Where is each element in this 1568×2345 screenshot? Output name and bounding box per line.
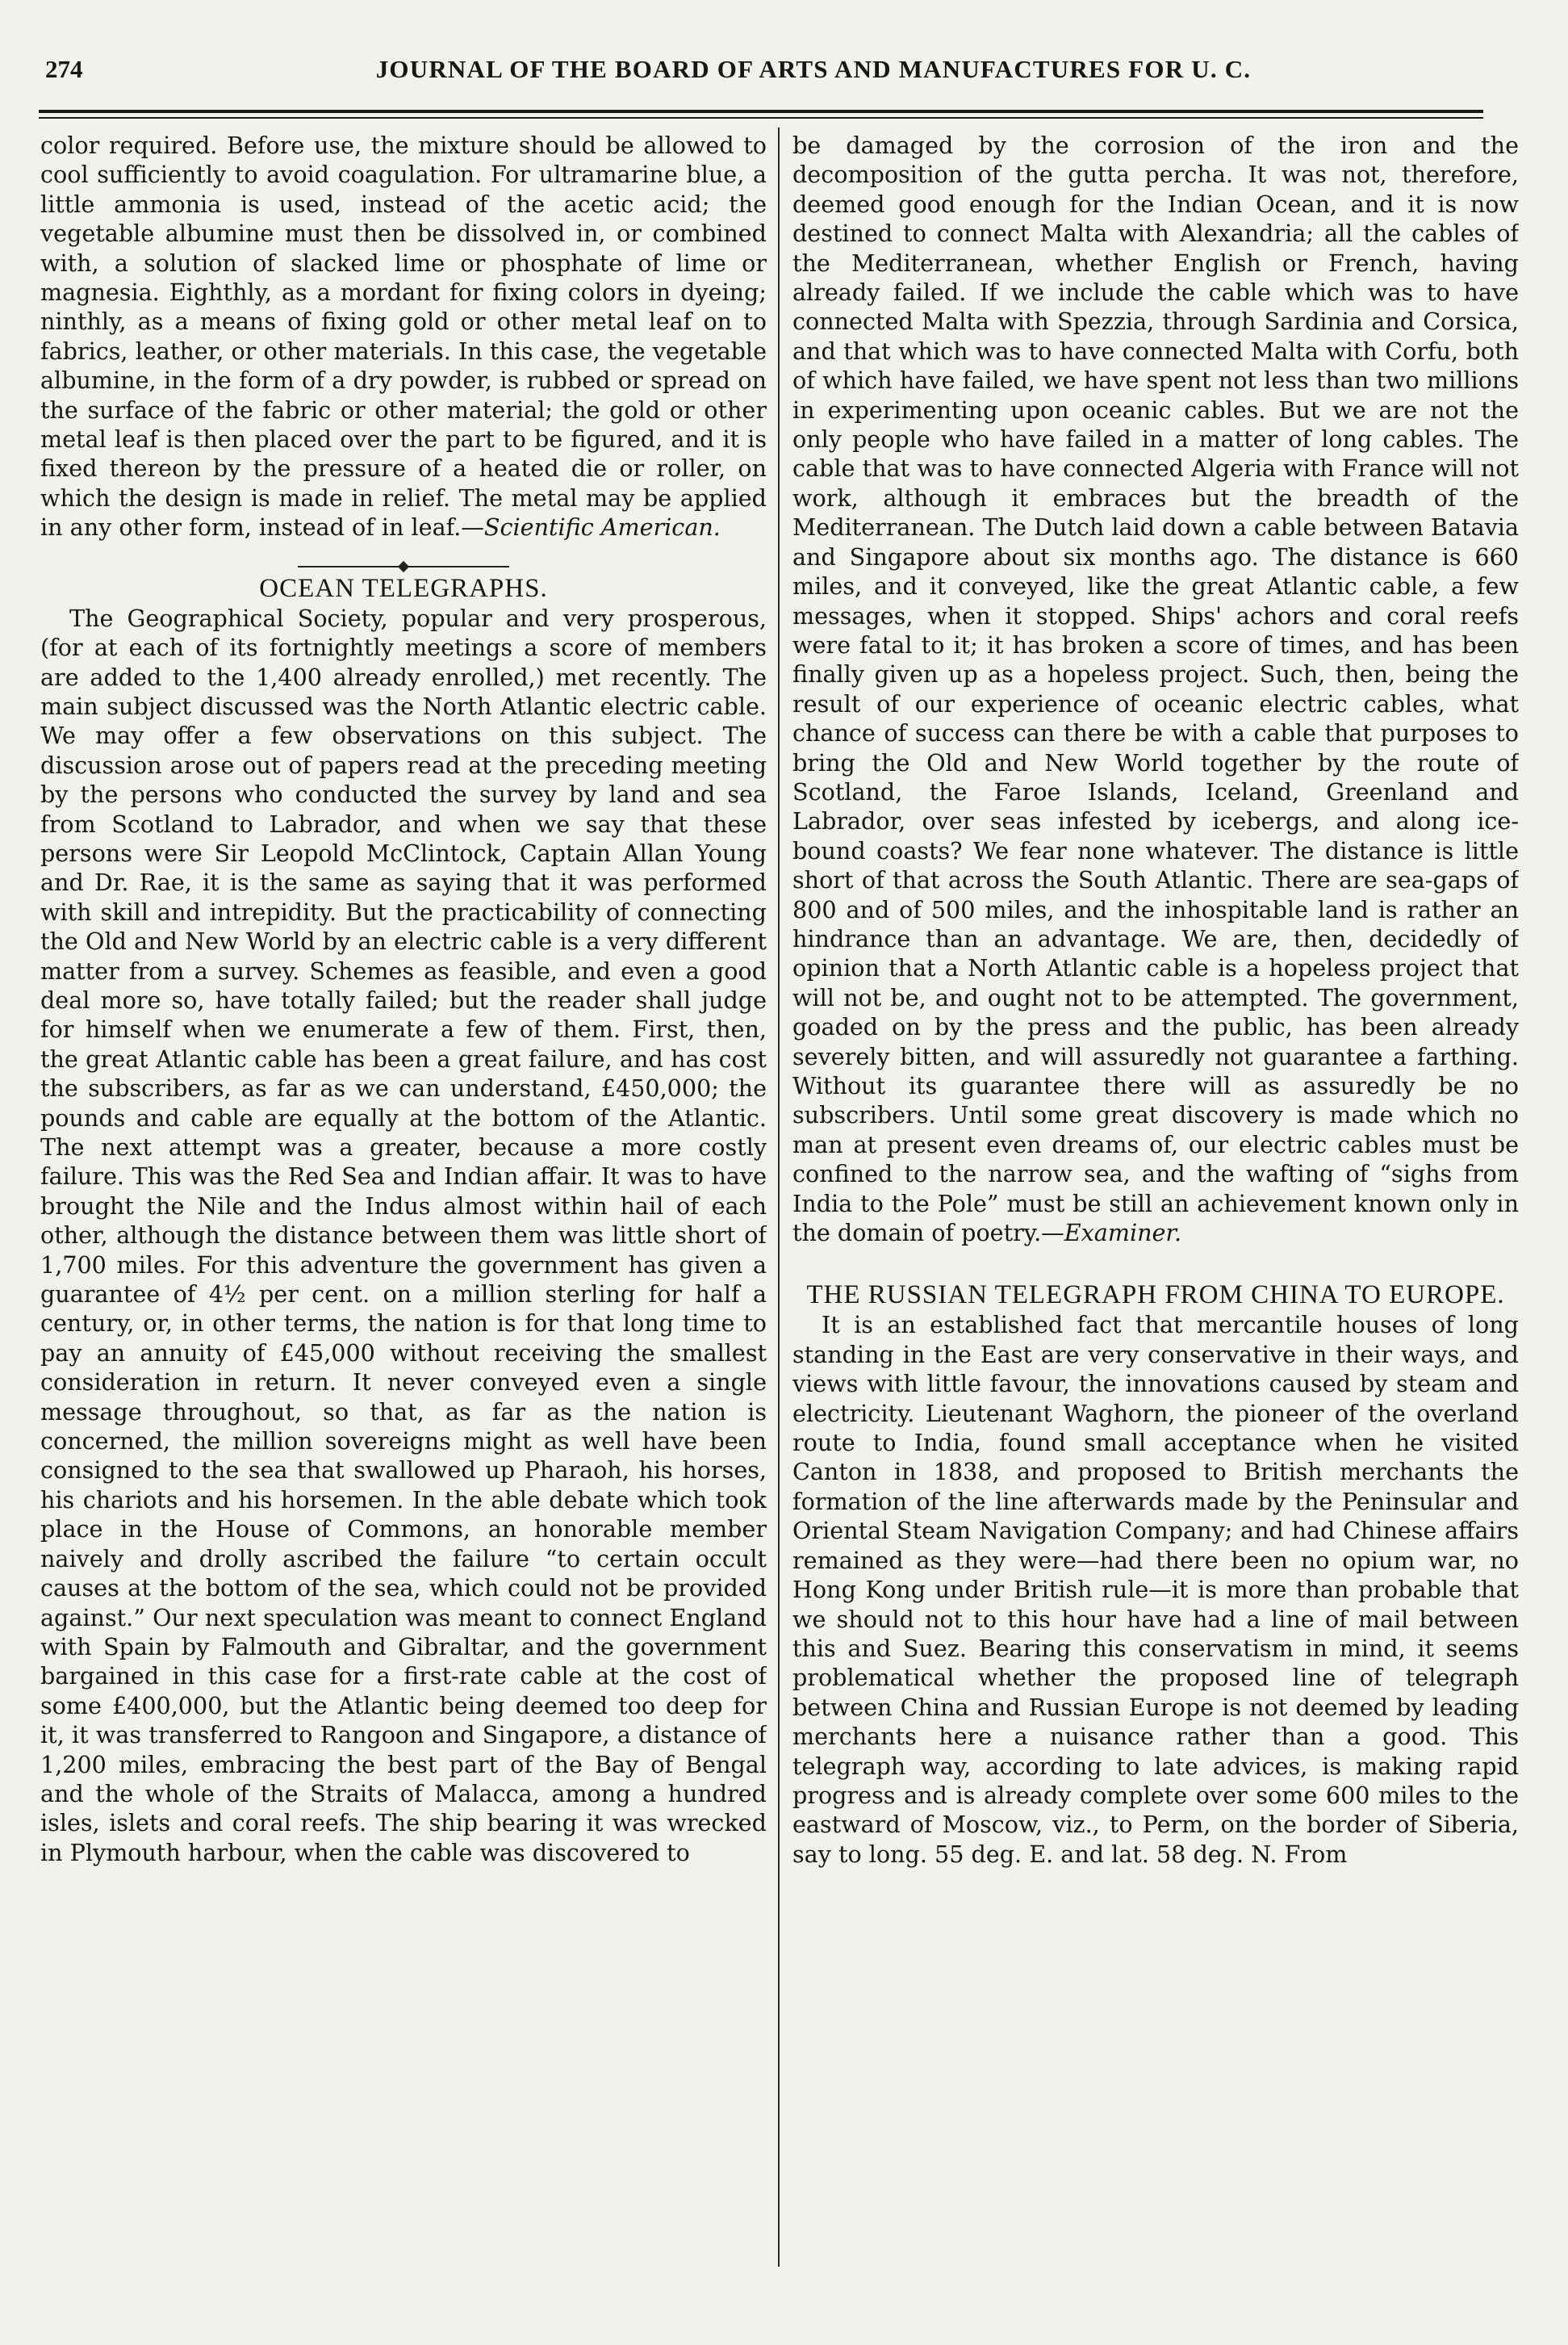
section-title-ocean-telegraphs: OCEAN TELEGRAPHS. — [259, 573, 548, 603]
column-divider — [778, 128, 780, 2267]
section-title-russian-telegraph: THE RUSSIAN TELEGRAPH FROM CHINA TO EUROPE. — [806, 1280, 1505, 1310]
albumine-paragraph-text: color required. Before use, the mixture should be allowed to cool sufficiently to avoid coagulation. For ultramarine blue, a little ammonia is used, instead of the acetic acid; the vegetable albumine must then be dissolved in, or combined with, a solution of slacked lime or phosphate of lime or magnesia. Eighthly, as a mordant for fixing colors in dyeing; ninthly, as a means of fixing gold or other metal leaf on to fabrics, leather, or other materials. In this case, the vegetable albumine, in the form of a dry powder, is rubbed or spread on the surface of the fabric or other material; the gold or other metal leaf is then placed over the part to be figured, and it is fixed thereon by the pressure of a heated die or roller, on which the design is made in relief. The metal may be applied in any other form, instead of in leaf.— — [40, 132, 767, 542]
russian-telegraph-paragraph: It is an established fact that mercantile houses of long standing in the East are very conservative in their ways, and views with little favour, the innovations caused by steam and electricity. Lieutenant Waghorn, the pioneer of the overland route to India, found small acceptance when he visited Canton in 1838, and proposed to British merchants the formation of the line afterwards made by the Peninsular and Oriental Steam Navigation Company; and had Chinese affairs remained as they were—had there been no opium war, no Hong Kong under British rule—it is more than probable that we should not to this hour have had a line of mail between this and Suez. Bearing this conservatism in mind, it seems problematical whether the proposed line of telegraph between China and Russian Europe is not deemed by leading merchants here a nuisance rather than a good. This telegraph way, according to late advices, is making rapid progress and is already complete over some 600 miles to the eastward of Moscow, viz., to Perm, on the border of Siberia, say to long. 55 deg. E. and lat. 58 deg. N. From — [792, 1311, 1519, 1868]
continued-paragraph-text: be damaged by the corrosion of the iron and the decomposition of the gutta percha. It was not, therefore, deemed good enough for the Indian Ocean, and it is now destined to connect Malta with Alexandria; all the cables of the Mediterranean, whether English or French, having already failed. If we include the cable which was to have connected Malta with Spezzia, through Sardinia and Corsica, and that which was to have connected Malta with Corfu, both of which have failed, we have spent not less than two millions in experimenting upon oceanic cables. But we are not the only people who have failed in a matter of long cables. The cable that was to have connected Algeria with France will not work, although it embraces but the breadth of the Mediterranean. The Dutch laid down a cable between Batavia and Singapore about six months ago. The distance is 660 miles, and it conveyed, like the great Atlantic cable, a few messages, when it stopped. Ships' achors and coral reefs were fatal to it; it has broken a score of times, and has been finally given up as a hopeless project. Such, then, being the result of our experience of oceanic electric cables, what chance of success can there be with a cable that purposes to bring the Old and New World together by the route of Scotland, the Faroe Islands, Iceland, Greenland and Labrador, over seas infested by icebergs, and along ice-bound coasts? We fear none whatever. The distance is little short of that across the South Atlantic. There are sea-gaps of 800 and of 500 miles, and the inhospitable land is rather an hindrance than an advantage. We are, then, decidedly of opinion that a North Atlantic cable is a hopeless project that will not be, and ought not to be attempted. The government, goaded on by the press and the public, has been already severely bitten, and will assuredly not guarantee a farthing. Without its guarantee there will as assuredly be no subscribers. Until some great discovery is made which no man at present even dreams of, our electric cables must be confined to the narrow sea, and the wafting of “sighs from India to the Pole” must be still an achievement known only in the domain of poetry.— — [792, 132, 1519, 1247]
albumine-article-ending — [40, 131, 767, 542]
page-number: 274 — [45, 55, 83, 83]
ocean-telegraphs-continued — [792, 131, 1519, 1247]
source-attribution: Scientific American. — [483, 513, 721, 542]
header-rule-thin — [39, 117, 1483, 119]
running-head: JOURNAL OF THE BOARD OF ARTS AND MANUFACTURES FOR U. C. — [375, 55, 1252, 83]
section-gap — [792, 1247, 1519, 1279]
right-column — [792, 131, 1519, 2278]
source-attribution: Examiner. — [1064, 1219, 1182, 1247]
page-header — [39, 53, 1483, 102]
header-rule-thick — [39, 110, 1483, 113]
left-column — [40, 131, 767, 2278]
ocean-telegraphs-paragraph: The Geographical Society, popular and very prosperous, (for at each of its fortnightly meetings a score of members are added to the 1,400 already enrolled,) met recently. The main subject discussed was the North Atlantic electric cable. We may offer a few observations on this subject. The discussion arose out of papers read at the preceding meeting by the persons who conducted the survey by land and sea from Scotland to Labrador, and when we say that these persons were Sir Leopold McClintock, Captain Allan Young and Dr. Rae, it is the same as saying that it was performed with skill and intrepidity. But the practicability of connecting the Old and New World by an electric cable is a very different matter from a survey. Schemes as feasible, and even a good deal more so, have totally failed; but the reader shall judge for himself when we enumerate a few of them. First, then, the great Atlantic cable has been a great failure, and has cost the subscribers, as far as we can understand, £450,000; the pounds and cable are equally at the bottom of the Atlantic. The next attempt was a greater, because a more costly failure. This was the Red Sea and Indian affair. It was to have brought the Nile and the Indus almost within hail of each other, although the distance between them was little short of 1,700 miles. For this adventure the government has given a guarantee of 4½ per cent. on a million sterling for half a century, or, in other terms, the nation is for that long time to pay an annuity of £45,000 without receiving the smallest consideration in return. It never conveyed even a single message throughout, so that, as far as the nation is concerned, the million sovereigns might as well have been consigned to the sea that swallowed up Pharaoh, his horses, his chariots and his horsemen. In the able debate which took place in the House of Commons, an honorable member naively and drolly ascribed the failure “to certain occult causes at the bottom of the sea, which could not be provided against.” Our next speculation was meant to connect England with Spain by Falmouth and Gibraltar, and the government bargained in this case for a first-rate cable at the cost of some £400,000, but the Atlantic being deemed too deep for it, it was transferred to Rangoon and Singapore, a distance of 1,200 miles, embracing the best part of the Bay of Bengal and the whole of the Straits of Malacca, among a hundred isles, islets and coral reefs. The ship bearing it was wrecked in Plymouth harbour, when the cable was discovered to — [40, 604, 767, 1866]
section-ornament — [40, 551, 767, 562]
